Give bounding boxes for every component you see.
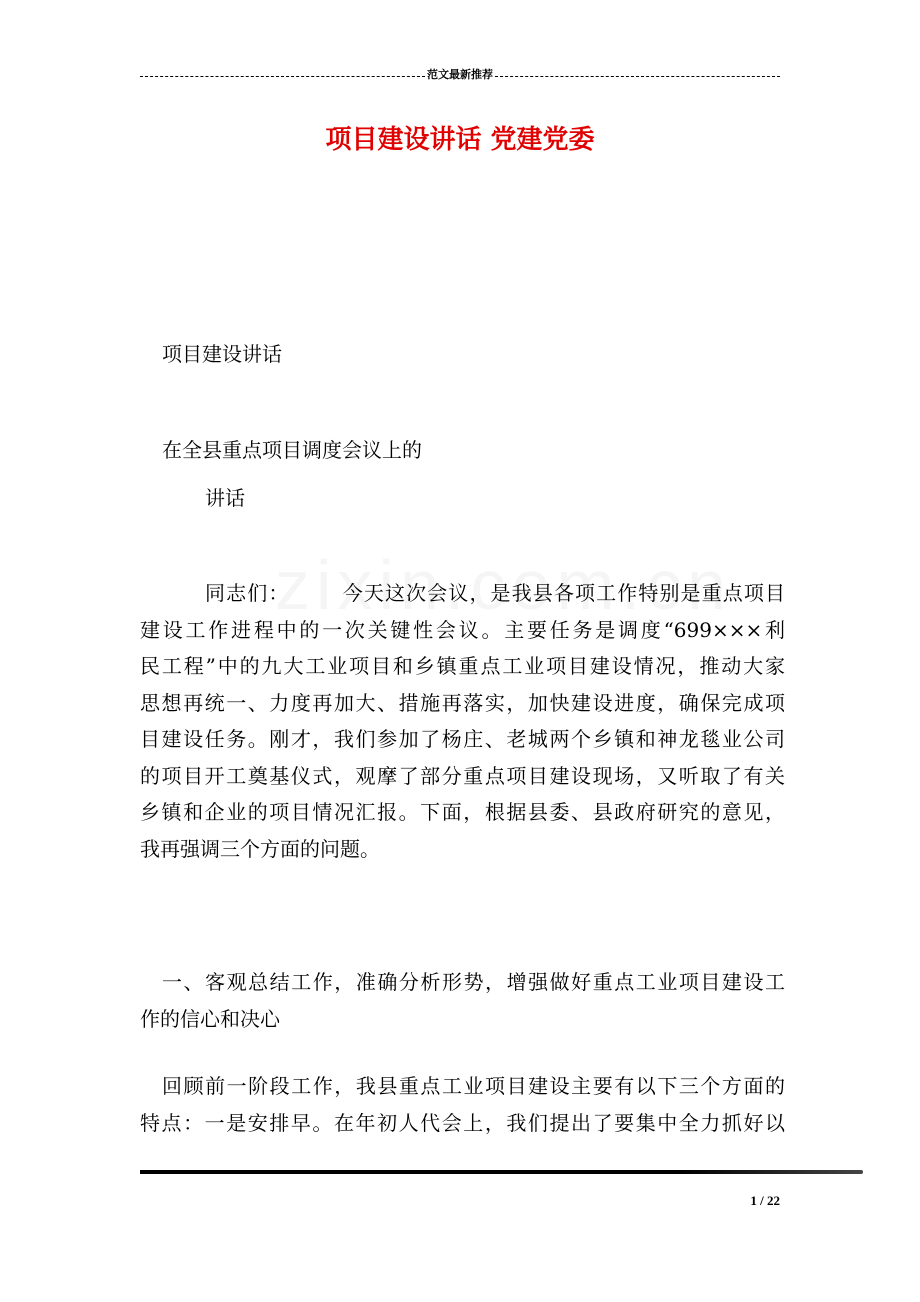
body-line: 回顾前一阶段工作，我县重点工业项目建设主要有以下三个方面的 [162,1074,785,1098]
body-line: 特点：一是安排早。在年初人代会上，我们提出了要集中全力抓好以 [140,1110,785,1135]
header-label: 范文最新推荐 [427,69,493,81]
body-line: 目建设任务。刚才，我们参加了杨庄、老城两个乡镇和神龙毯业公司 [140,727,785,751]
body-line: 乡镇和企业的项目情况汇报。下面，根据县委、县政府研究的意见， [140,800,785,824]
header-dash-left [140,76,425,77]
document-title: 项目建设讲话 党建党委 [325,125,595,155]
header-dash-right [495,76,780,77]
body-line: 的项目开工奠基仪式，观摩了部分重点项目建设现场，又听取了有关 [140,763,785,788]
page-indicator: 1 / 22 [750,1193,780,1208]
body-line: 思想再统一、力度再加大、措施再落实，加快建设进度，确保完成项 [140,690,785,715]
header-line [140,68,780,82]
body-line: 我再强调三个方面的问题。 [140,836,380,861]
section-heading-1 [140,964,785,1037]
occasion-line-2: 讲话 [205,486,245,510]
footer-rule [140,1170,863,1174]
opening-paragraph [140,575,785,867]
review-paragraph [140,1068,785,1141]
section-line: 作的信心和决心 [140,1006,280,1031]
subtitle: 项目建设讲话 [162,342,282,366]
occasion-line-1: 在全县重点项目调度会议上的 [162,438,422,462]
section-line: 一、客观总结工作，准确分析形势，增强做好重点工业项目建设工 [162,970,785,994]
body-line: 建设工作进程中的一次关键性会议。主要任务是调度“699×××利 [140,617,785,642]
body-line: 同志们： 今天这次会议，是我县各项工作特别是重点项目 [205,581,785,605]
body-line: 民工程”中的九大工业项目和乡镇重点工业项目建设情况，推动大家 [140,654,785,678]
